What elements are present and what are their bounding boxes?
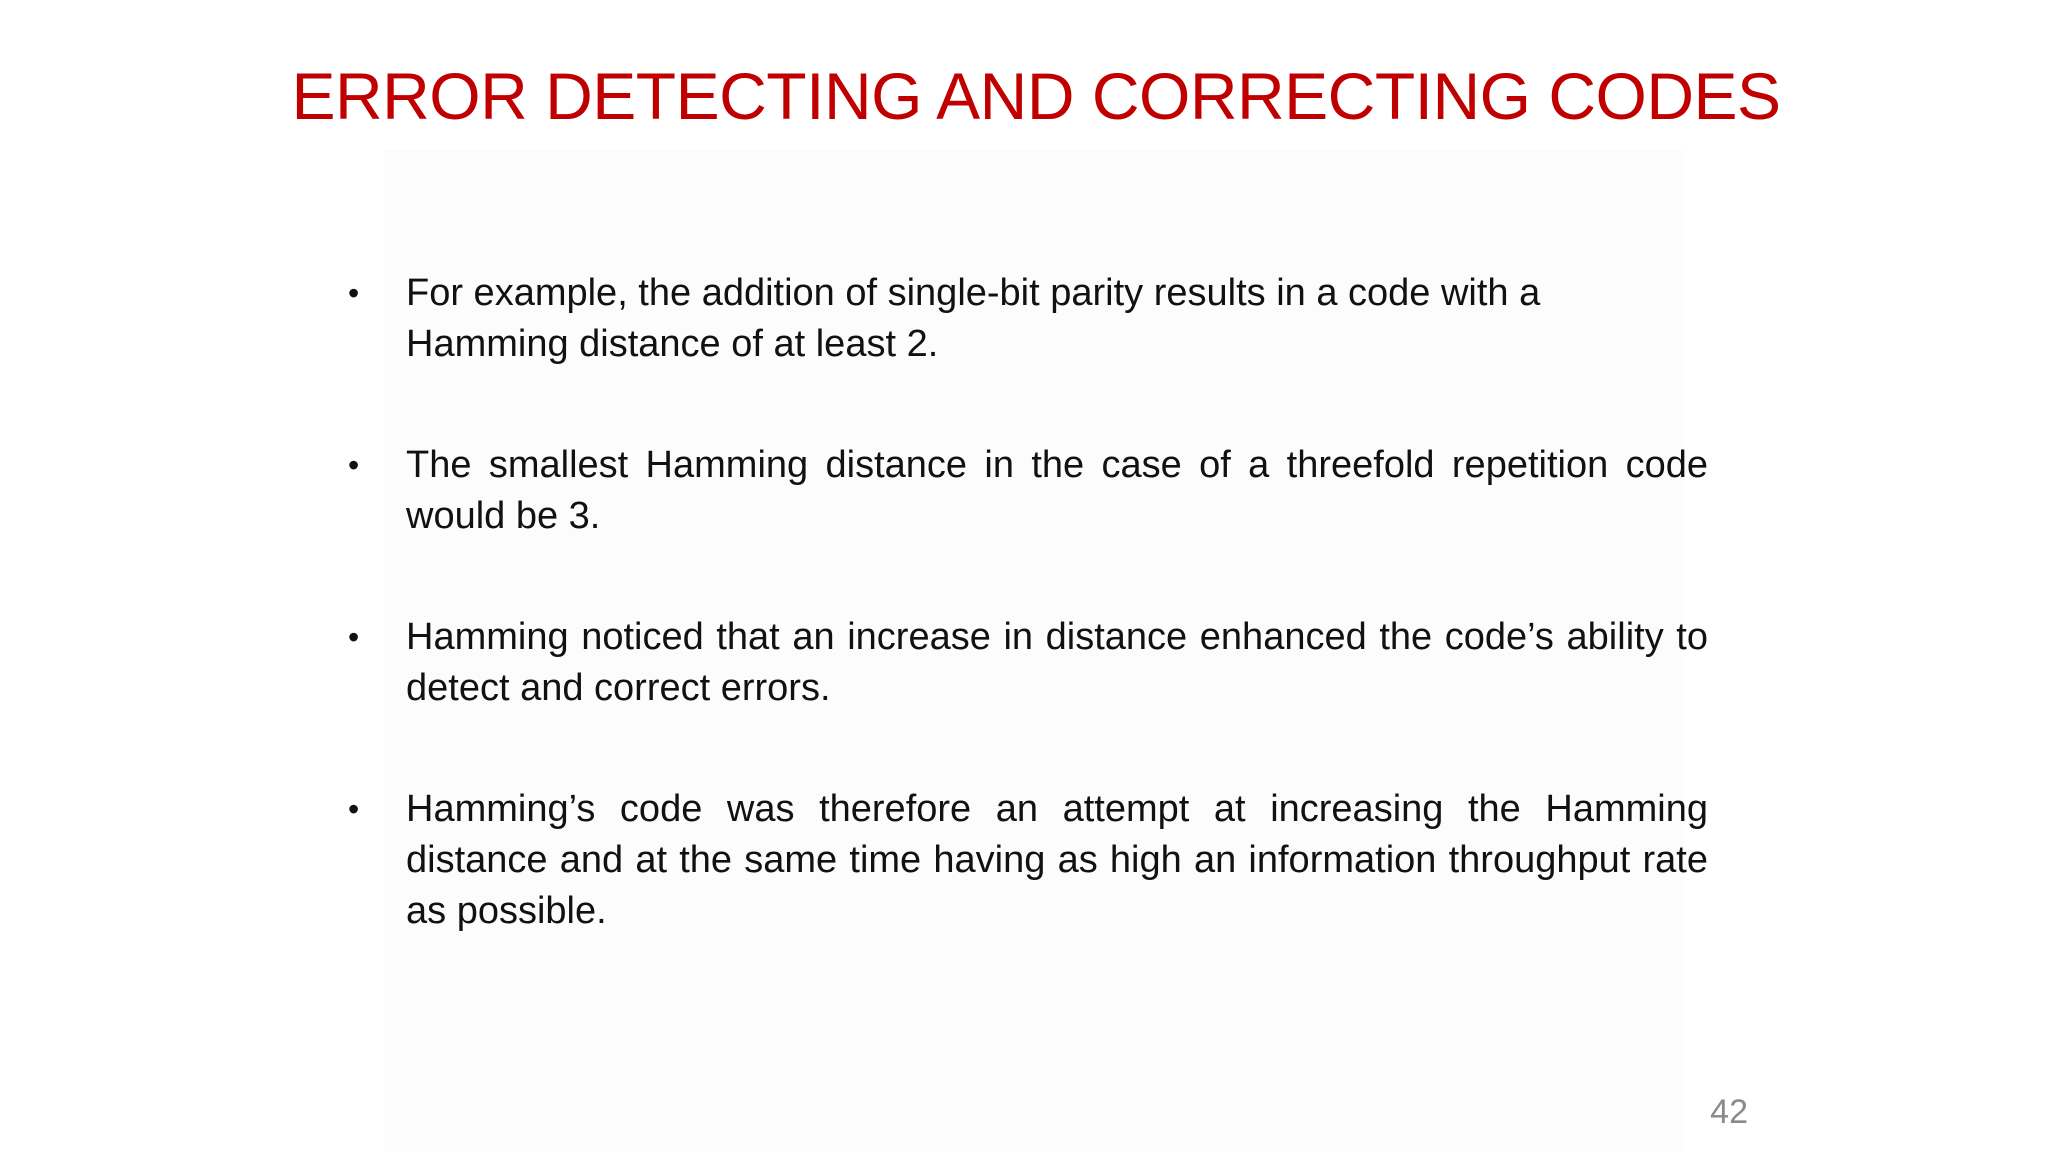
- bullet-list: [340, 268, 1708, 1007]
- bullet-icon: •: [348, 275, 360, 311]
- bullet-item: [340, 612, 1708, 714]
- bullet-icon: •: [348, 791, 360, 827]
- bullet-text: Hamming’s code was therefore an attempt at increasing the Hamming distance and at the same time having as high an information throughput rate as possible.: [406, 788, 1708, 932]
- bullet-icon: •: [348, 447, 360, 483]
- bullet-item: [340, 268, 1708, 370]
- bullet-icon: •: [348, 619, 360, 655]
- bullet-item: [340, 784, 1708, 937]
- slide-title: ERROR DETECTING AND CORRECTING CODES: [291, 59, 1781, 133]
- page-number: 42: [1710, 1093, 1748, 1131]
- bullet-text: For example, the addition of single-bit parity results in a code with a Hamming distance of at least 2.: [406, 272, 1541, 365]
- bullet-text: Hamming noticed that an increase in distance enhanced the code’s ability to detect and correct errors.: [406, 616, 1708, 709]
- bullet-item: [340, 440, 1708, 542]
- bullet-text: The smallest Hamming distance in the case of a threefold repetition code would be 3.: [406, 444, 1708, 537]
